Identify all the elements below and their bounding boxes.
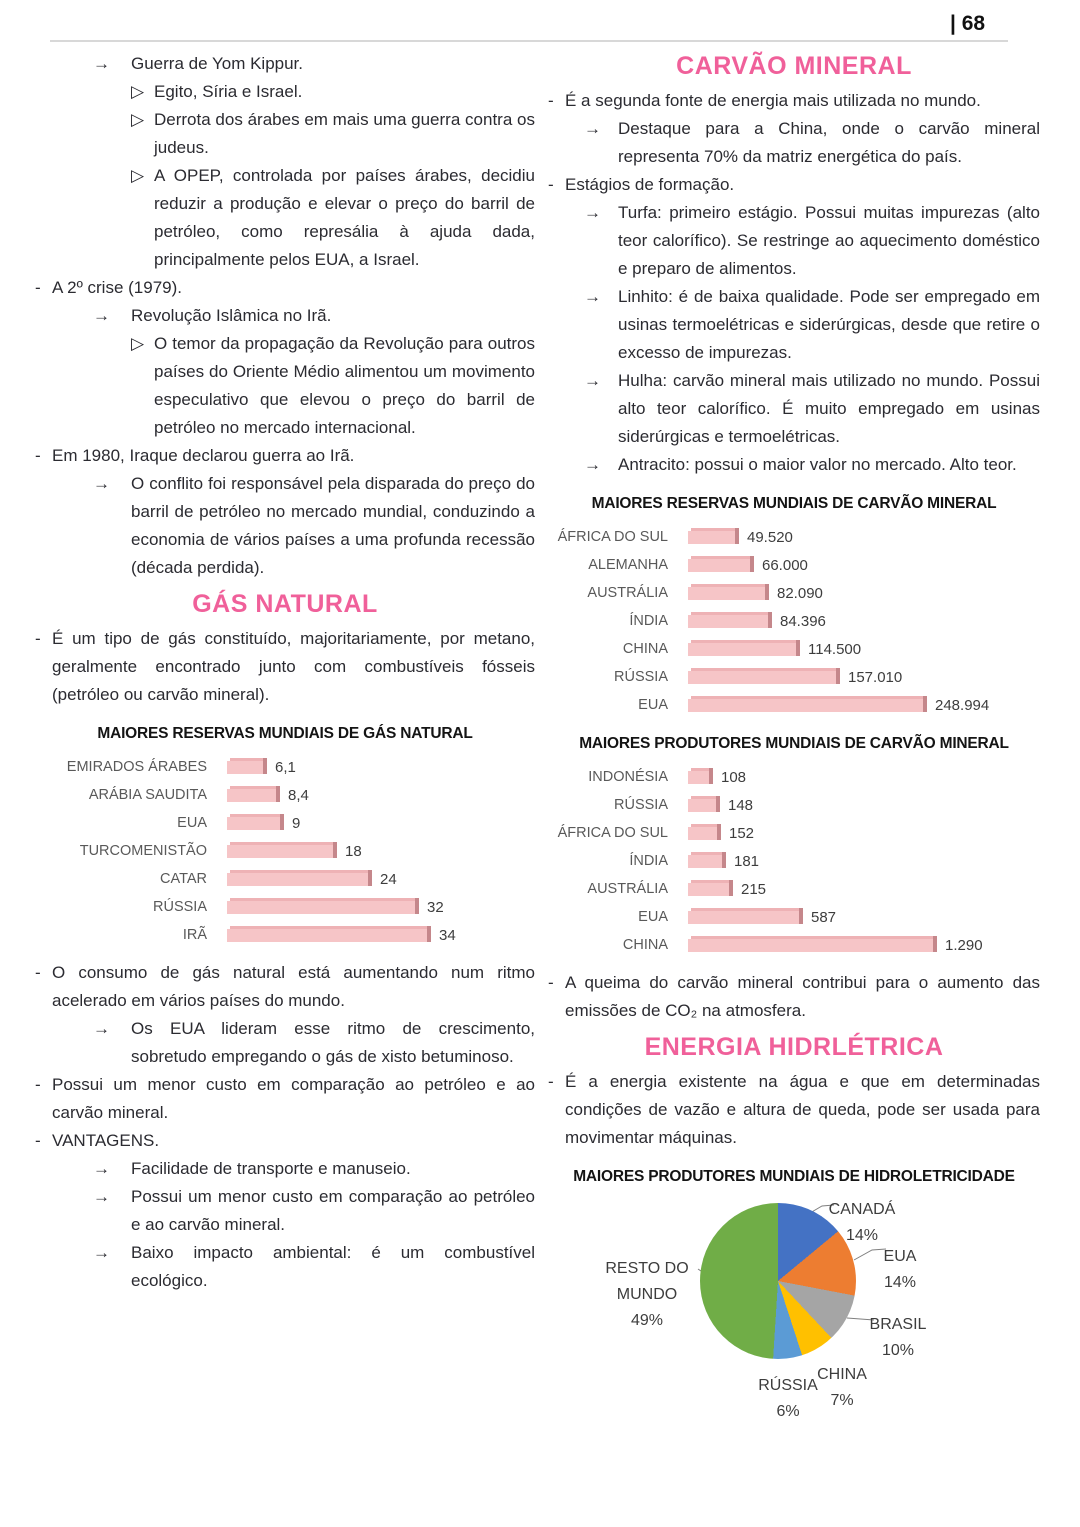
bar-category-label: EUA [177, 815, 207, 831]
bar-track [668, 909, 1040, 926]
bar-row [548, 607, 1040, 635]
coal-list [548, 87, 1040, 479]
pie-label-percent: 14% [845, 1227, 879, 1244]
section-title-energia-hidreletrica: ENERGIA HIDRLÉTRICA [644, 1033, 944, 1061]
bullet-item [35, 1183, 535, 1239]
bar-track [668, 853, 1040, 870]
bar [688, 699, 923, 712]
gas-intro-list [35, 625, 535, 709]
pie-label-percent: 6% [776, 1403, 800, 1420]
right-column [548, 50, 1040, 1448]
bullet-text: A 2º crise (1979). [52, 278, 182, 297]
bar-value-label: 84.396 [780, 612, 826, 630]
bullet-text: Turfa: primeiro estágio. Possui muitas impurezas (alto teor calorífico). Se restringe ao aquecimento doméstico e preparo de alimentos. [618, 203, 1040, 278]
bar-category-label: RÚSSIA [614, 669, 668, 685]
bullet-item [35, 162, 535, 274]
bullet-marker: ▷ [131, 334, 145, 353]
pie-label-name: CANADÁ [828, 1201, 896, 1218]
bar-value-label: 82.090 [777, 584, 823, 602]
bullet-item [35, 330, 535, 442]
bar [688, 559, 750, 572]
bullet-item [548, 115, 1040, 171]
bar-value-label: 34 [439, 926, 456, 944]
bar-category-label: RÚSSIA [614, 797, 668, 813]
bullet-marker: → [93, 306, 110, 325]
bullet-text: Hulha: carvão mineral mais utilizado no mundo. Possui alto teor calorífico. É muito empregado em usinas siderúrgicas e termoelétricas. [618, 371, 1040, 446]
page-top-rule [50, 40, 1008, 42]
bullet-marker: ▷ [131, 110, 145, 129]
bullet-text: Linhito: é de baixa qualidade. Pode ser empregado em usinas termoelétricas e siderúrgicas, desde que retire o excesso de impurezas. [618, 287, 1040, 362]
gas-reserves-chart-title: MAIORES RESERVAS MUNDIAIS DE GÁS NATURAL [97, 725, 473, 742]
bar-row [548, 763, 1040, 791]
bar [227, 817, 280, 830]
gas-notes-list [35, 959, 535, 1295]
bar-value-label: 49.520 [747, 528, 793, 546]
bar-row [548, 847, 1040, 875]
pie-label-name: RESTO DO MUNDO [605, 1260, 689, 1303]
bar [688, 911, 799, 924]
bullet-text: Em 1980, Iraque declarou guerra ao Irã. [52, 446, 355, 465]
bar-row [35, 809, 535, 837]
bullet-item [35, 78, 535, 106]
bar-row [35, 893, 535, 921]
bar-value-label: 8,4 [288, 786, 309, 804]
bullet-item [548, 171, 1040, 199]
hydro-producers-chart-title: MAIORES PRODUTORES MUNDIAIS DE HIDROLETRICIDADE [573, 1168, 1015, 1185]
bullet-marker: → [93, 474, 110, 493]
bullet-text: Guerra de Yom Kippur. [131, 54, 304, 73]
bar-row [548, 931, 1040, 959]
bullet-marker: - [35, 1131, 41, 1150]
bar-category-label: INDONÉSIA [588, 769, 668, 785]
pie-label-brasil [848, 1312, 948, 1364]
bullet-text: O conflito foi responsável pela disparada do preço do barril de petróleo no mercado mundial, conduzindo a economia de vários países a uma profunda recessão (década perdida). [131, 474, 535, 577]
bar-row [548, 663, 1040, 691]
bullet-marker: ▷ [131, 166, 145, 185]
bullet-marker: → [93, 54, 110, 73]
bar-value-label: 181 [734, 852, 760, 870]
bar-row [548, 875, 1040, 903]
bar [688, 799, 716, 812]
bullet-text: A OPEP, controlada por países árabes, decidiu reduzir a produção e elevar o preço do barril de petróleo, como represália à ajuda dada, principalmente pelos EUA, a Israel. [154, 166, 535, 269]
bullet-marker: → [584, 287, 601, 306]
bar [688, 531, 735, 544]
pie-label-name: BRASIL [869, 1316, 927, 1333]
bar-track [668, 881, 1040, 898]
bar [688, 587, 765, 600]
bullet-marker: → [584, 455, 601, 474]
coal-producers-bar-chart [548, 763, 1040, 959]
pie-label-name: RÚSSIA [758, 1377, 818, 1394]
bar-value-label: 18 [345, 842, 362, 860]
bar-track [668, 585, 1040, 602]
bullet-marker: - [548, 175, 554, 194]
bar [227, 901, 415, 914]
left-column [35, 50, 535, 1295]
bar-category-label: ÍNDIA [629, 613, 668, 629]
bar-track [207, 787, 535, 804]
bar [688, 643, 796, 656]
bar-value-label: 152 [729, 824, 755, 842]
bar-track [207, 871, 535, 888]
bar [688, 855, 722, 868]
bullet-text: Possui um menor custo em comparação ao petróleo e ao carvão mineral. [52, 1075, 535, 1122]
bullet-text: Baixo impacto ambiental: é um combustível ecológico. [131, 1243, 535, 1290]
bullet-text: Possui um menor custo em comparação ao petróleo e ao carvão mineral. [131, 1187, 535, 1234]
bullet-item [35, 1071, 535, 1127]
bullet-text: Destaque para a China, onde o carvão mineral representa 70% da matriz energética do país. [618, 119, 1040, 166]
bar-category-label: ÁFRICA DO SUL [557, 529, 668, 545]
bar [227, 761, 263, 774]
bar-row [548, 791, 1040, 819]
bullet-marker: - [35, 963, 41, 982]
bar-track [668, 697, 1040, 714]
bar-track [668, 613, 1040, 630]
bar-row [35, 837, 535, 865]
bar-value-label: 32 [427, 898, 444, 916]
bar-row [35, 865, 535, 893]
bar-category-label: RÚSSIA [153, 899, 207, 915]
pie-label-canada [812, 1197, 912, 1249]
bar [227, 789, 276, 802]
bar-category-label: CHINA [622, 641, 668, 657]
bullet-marker: → [93, 1187, 110, 1206]
bullet-item [35, 302, 535, 330]
pie-label-percent: 10% [881, 1342, 915, 1359]
bullet-item [548, 1068, 1040, 1152]
bar-category-label: IRÃ [182, 927, 207, 943]
bullet-item [35, 1155, 535, 1183]
bar-category-label: CHINA [622, 937, 668, 953]
bullet-item [35, 106, 535, 162]
pie-label-percent: 49% [630, 1312, 664, 1329]
bullet-marker: ▷ [131, 82, 145, 101]
bullet-item [35, 1239, 535, 1295]
bar-category-label: ALEMANHA [588, 557, 668, 573]
bar-category-label: TURCOMENISTÃO [79, 843, 207, 859]
bar-row [35, 921, 535, 949]
bullet-text: O consumo de gás natural está aumentando num ritmo acelerado em vários países do mundo. [52, 963, 535, 1010]
bullet-item [35, 442, 535, 470]
bar [688, 771, 709, 784]
bullet-item [548, 451, 1040, 479]
bullet-item [35, 1127, 535, 1155]
bar-row [548, 691, 1040, 719]
pie-label-percent: 14% [883, 1274, 917, 1291]
bar [688, 883, 729, 896]
bullet-item [35, 274, 535, 302]
pie-label-name: EUA [883, 1248, 917, 1265]
coal-reserves-bar-chart [548, 523, 1040, 719]
bar-value-label: 148 [728, 796, 754, 814]
bar-track [668, 797, 1040, 814]
bar [227, 845, 333, 858]
bullet-item [548, 283, 1040, 367]
bar-track [207, 899, 535, 916]
bullet-item [548, 87, 1040, 115]
pie-label-eua [850, 1244, 950, 1296]
bullet-item [35, 1015, 535, 1071]
bullet-text: Os EUA lideram esse ritmo de crescimento, sobretudo empregando o gás de xisto betuminoso. [131, 1019, 535, 1066]
bar-category-label: AUSTRÁLIA [587, 881, 668, 897]
bar-category-label: CATAR [160, 871, 207, 887]
bar-row [548, 523, 1040, 551]
bar-row [548, 551, 1040, 579]
bullet-text: O temor da propagação da Revolução para outros países do Oriente Médio alimentou um movimento especulativo que elevou o preço do barril de petróleo no mercado internacional. [154, 334, 535, 437]
bar-category-label: EUA [638, 697, 668, 713]
bar [688, 827, 717, 840]
pie-label-resto-do-mundo [592, 1256, 702, 1334]
bullet-marker: → [584, 371, 601, 390]
bar [688, 939, 933, 952]
bar-track [668, 529, 1040, 546]
bar-value-label: 1.290 [945, 936, 983, 954]
bullet-marker: - [548, 1072, 554, 1091]
bar-track [207, 759, 535, 776]
bar-value-label: 157.010 [848, 668, 903, 686]
bar [227, 929, 427, 942]
bullet-text: É um tipo de gás constituído, majoritariamente, por metano, geralmente encontrado junto com combustíveis fósseis (petróleo ou carvão mineral). [52, 629, 535, 704]
pie-label-russia [738, 1373, 838, 1425]
bullet-text: A queima do carvão mineral contribui para o aumento das emissões de CO₂ na atmosfera. [565, 973, 1040, 1020]
bar-value-label: 9 [292, 814, 301, 832]
bar-row [35, 781, 535, 809]
hydro-pie-chart [548, 1196, 1040, 1448]
pie-label-percent: 7% [830, 1392, 854, 1409]
bar [688, 615, 768, 628]
section-title-carvao-mineral: CARVÃO MINERAL [676, 52, 912, 80]
oil-crisis-list [35, 50, 535, 582]
bullet-marker: - [35, 629, 41, 648]
coal-reserves-chart-title: MAIORES RESERVAS MUNDIAIS DE CARVÃO MINERAL [591, 495, 997, 512]
bullet-marker: - [35, 278, 41, 297]
bullet-item [35, 625, 535, 709]
bar-track [207, 927, 535, 944]
bullet-text: Revolução Islâmica no Irã. [131, 306, 332, 325]
bullet-marker: → [93, 1159, 110, 1178]
bullet-text: Egito, Síria e Israel. [154, 82, 303, 101]
bullet-item [548, 969, 1040, 1025]
bullet-text: Antracito: possui o maior valor no mercado. Alto teor. [618, 455, 1017, 474]
bar-category-label: EUA [638, 909, 668, 925]
bullet-text: VANTAGENS. [52, 1131, 160, 1150]
bar-track [668, 769, 1040, 786]
bar-value-label: 215 [741, 880, 767, 898]
bullet-text: É a energia existente na água e que em determinadas condições de vazão e altura de queda, pode ser usada para movimentar máquinas. [565, 1072, 1040, 1147]
bar-value-label: 114.500 [808, 640, 862, 658]
page-number: | 68 [950, 12, 986, 35]
bar-value-label: 108 [721, 768, 747, 786]
bullet-marker: → [93, 1243, 110, 1262]
bullet-marker: - [548, 973, 554, 992]
section-title-gas-natural: GÁS NATURAL [192, 590, 378, 618]
bar-row [548, 819, 1040, 847]
bar-track [668, 641, 1040, 658]
gas-reserves-bar-chart [35, 753, 535, 949]
hydro-intro-list [548, 1068, 1040, 1152]
bar [227, 873, 368, 886]
bar-track [207, 843, 535, 860]
bar-value-label: 24 [380, 870, 397, 888]
bullet-item [548, 199, 1040, 283]
bar-value-label: 587 [811, 908, 837, 926]
bar-row [35, 753, 535, 781]
bullet-text: Estágios de formação. [565, 175, 735, 194]
bar-track [207, 815, 535, 832]
bullet-marker: → [584, 203, 601, 222]
coal-producers-chart-title: MAIORES PRODUTORES MUNDIAIS DE CARVÃO MINERAL [579, 735, 1009, 752]
bullet-marker: - [35, 1075, 41, 1094]
bar-category-label: ÁFRICA DO SUL [557, 825, 668, 841]
bar-value-label: 248.994 [935, 696, 990, 714]
bar-track [668, 825, 1040, 842]
bar-track [668, 669, 1040, 686]
bullet-text: É a segunda fonte de energia mais utilizada no mundo. [565, 91, 981, 110]
bar-category-label: AUSTRÁLIA [587, 585, 668, 601]
bullet-item [35, 470, 535, 582]
bullet-item [35, 959, 535, 1015]
bullet-item [548, 367, 1040, 451]
bar-category-label: EMIRADOS ÁRABES [66, 759, 207, 775]
bullet-text: Derrota dos árabes em mais uma guerra contra os judeus. [154, 110, 535, 157]
bullet-item [35, 50, 535, 78]
bar-track [668, 937, 1040, 954]
bar-row [548, 903, 1040, 931]
bar-value-label: 66.000 [762, 556, 808, 574]
bar-category-label: ÍNDIA [629, 853, 668, 869]
bar [688, 671, 836, 684]
coal-co2-note [548, 969, 1040, 1025]
bullet-marker: - [548, 91, 554, 110]
bullet-marker: → [584, 119, 601, 138]
bar-row [548, 579, 1040, 607]
bar-value-label: 6,1 [275, 758, 296, 776]
bar-track [668, 557, 1040, 574]
bullet-marker: - [35, 446, 41, 465]
bullet-text: Facilidade de transporte e manuseio. [131, 1159, 411, 1178]
pie-label-name: CHINA [817, 1366, 867, 1383]
bar-category-label: ARÁBIA SAUDITA [88, 787, 207, 803]
bar-row [548, 635, 1040, 663]
bullet-marker: → [93, 1019, 110, 1038]
